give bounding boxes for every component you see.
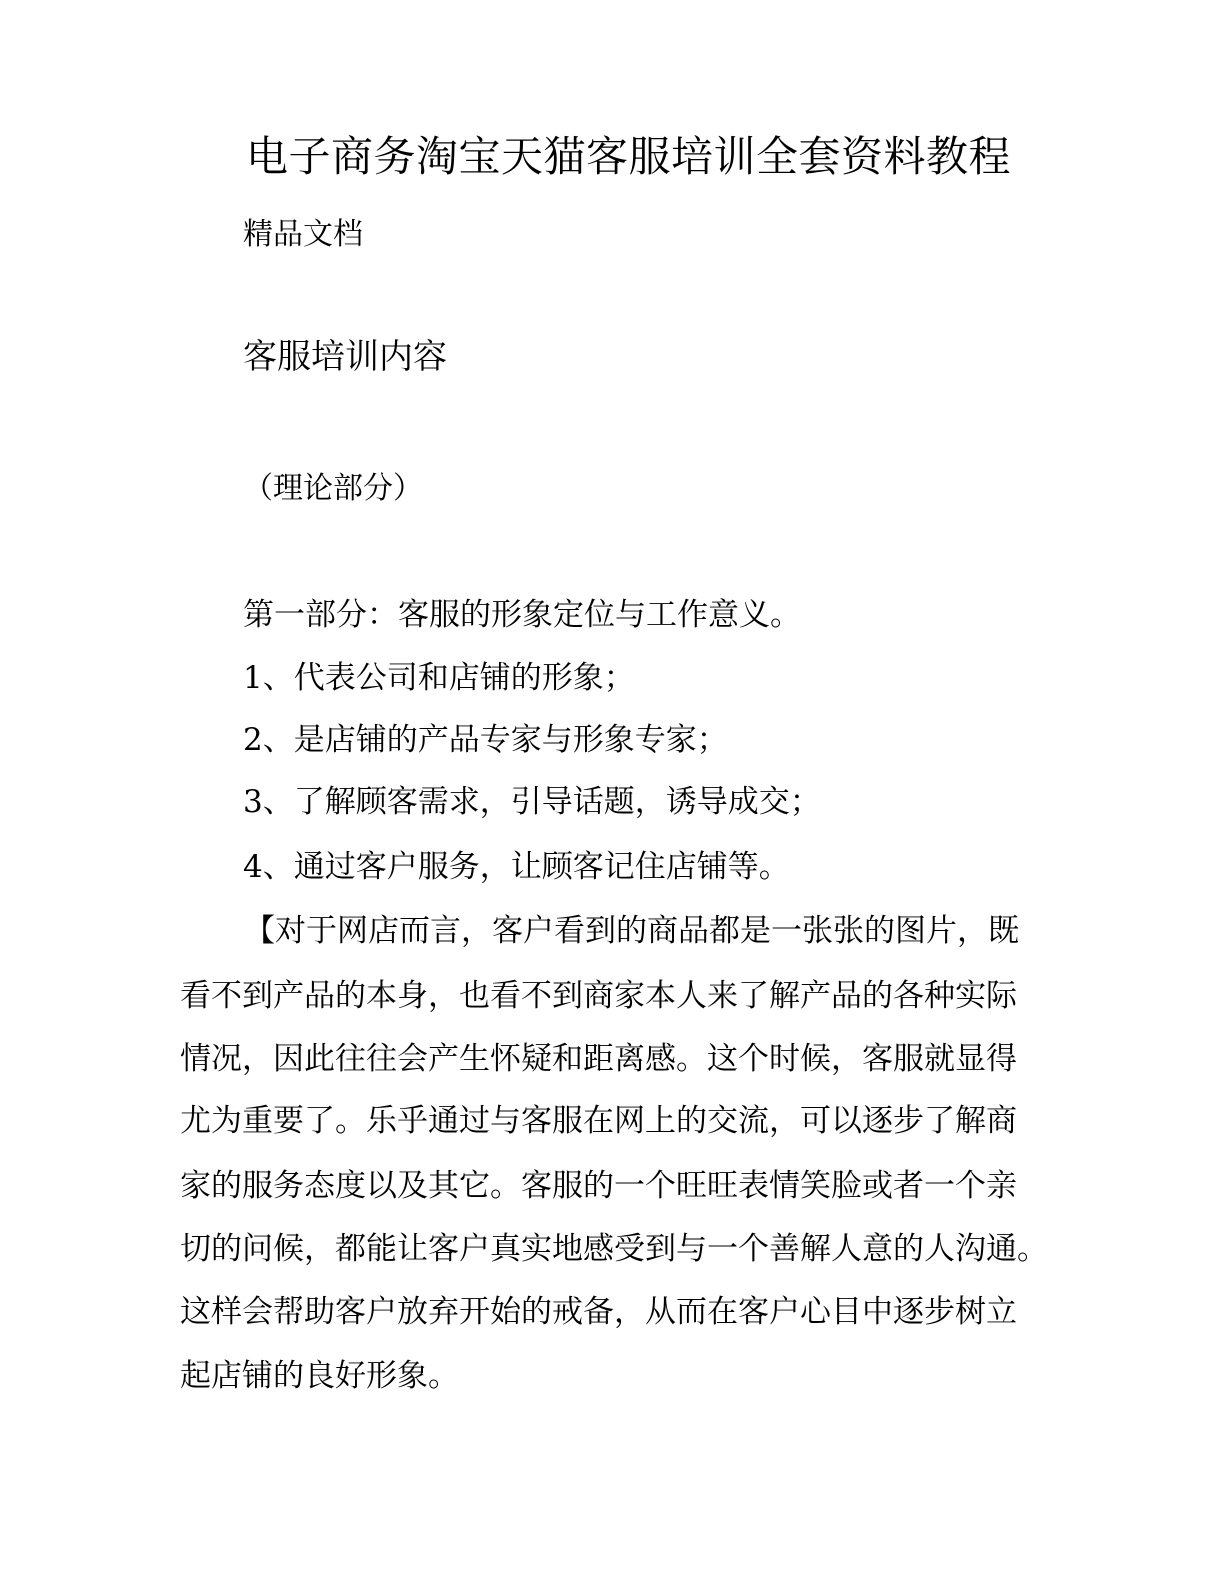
paragraph-line: 情况，因此往往会产生怀疑和距离感。这个时候，客服就显得	[180, 1041, 1017, 1077]
document-title: 电子商务淘宝天猫客服培训全套资料教程	[246, 132, 1012, 181]
paragraph-line: 看不到产品的本身，也看不到商家本人来了解产品的各种实际	[180, 978, 1017, 1014]
paragraph-line: 这样会帮助客户放弃开始的戒备，从而在客户心目中逐步树立	[180, 1294, 1017, 1330]
list-item: 1、代表公司和店铺的形象；	[243, 660, 635, 696]
list-item: 4、通过客户服务，让顾客记住店铺等。	[243, 849, 790, 885]
paragraph-line: 切的问候，都能让客户真实地感受到与一个善解人意的人沟通。	[180, 1231, 1048, 1267]
list-item: 2、是店铺的产品专家与形象专家；	[243, 722, 728, 758]
paragraph-line: 起店铺的良好形象。	[180, 1358, 459, 1394]
list-item: 3、了解顾客需求，引导话题，诱导成交；	[243, 784, 821, 820]
paragraph-line: 家的服务态度以及其它。客服的一个旺旺表情笑脸或者一个亲	[180, 1168, 1017, 1204]
part-one-heading: 第一部分：客服的形象定位与工作意义。	[243, 597, 801, 633]
part-label: （理论部分）	[243, 471, 423, 506]
section-heading: 客服培训内容	[243, 337, 447, 377]
paragraph-line: 尤为重要了。乐乎通过与客服在网上的交流，可以逐步了解商	[180, 1103, 1017, 1139]
paragraph-line: 【对于网店而言，客户看到的商品都是一张张的图片，既	[244, 913, 1019, 949]
document-subtitle: 精品文档	[243, 217, 363, 252]
